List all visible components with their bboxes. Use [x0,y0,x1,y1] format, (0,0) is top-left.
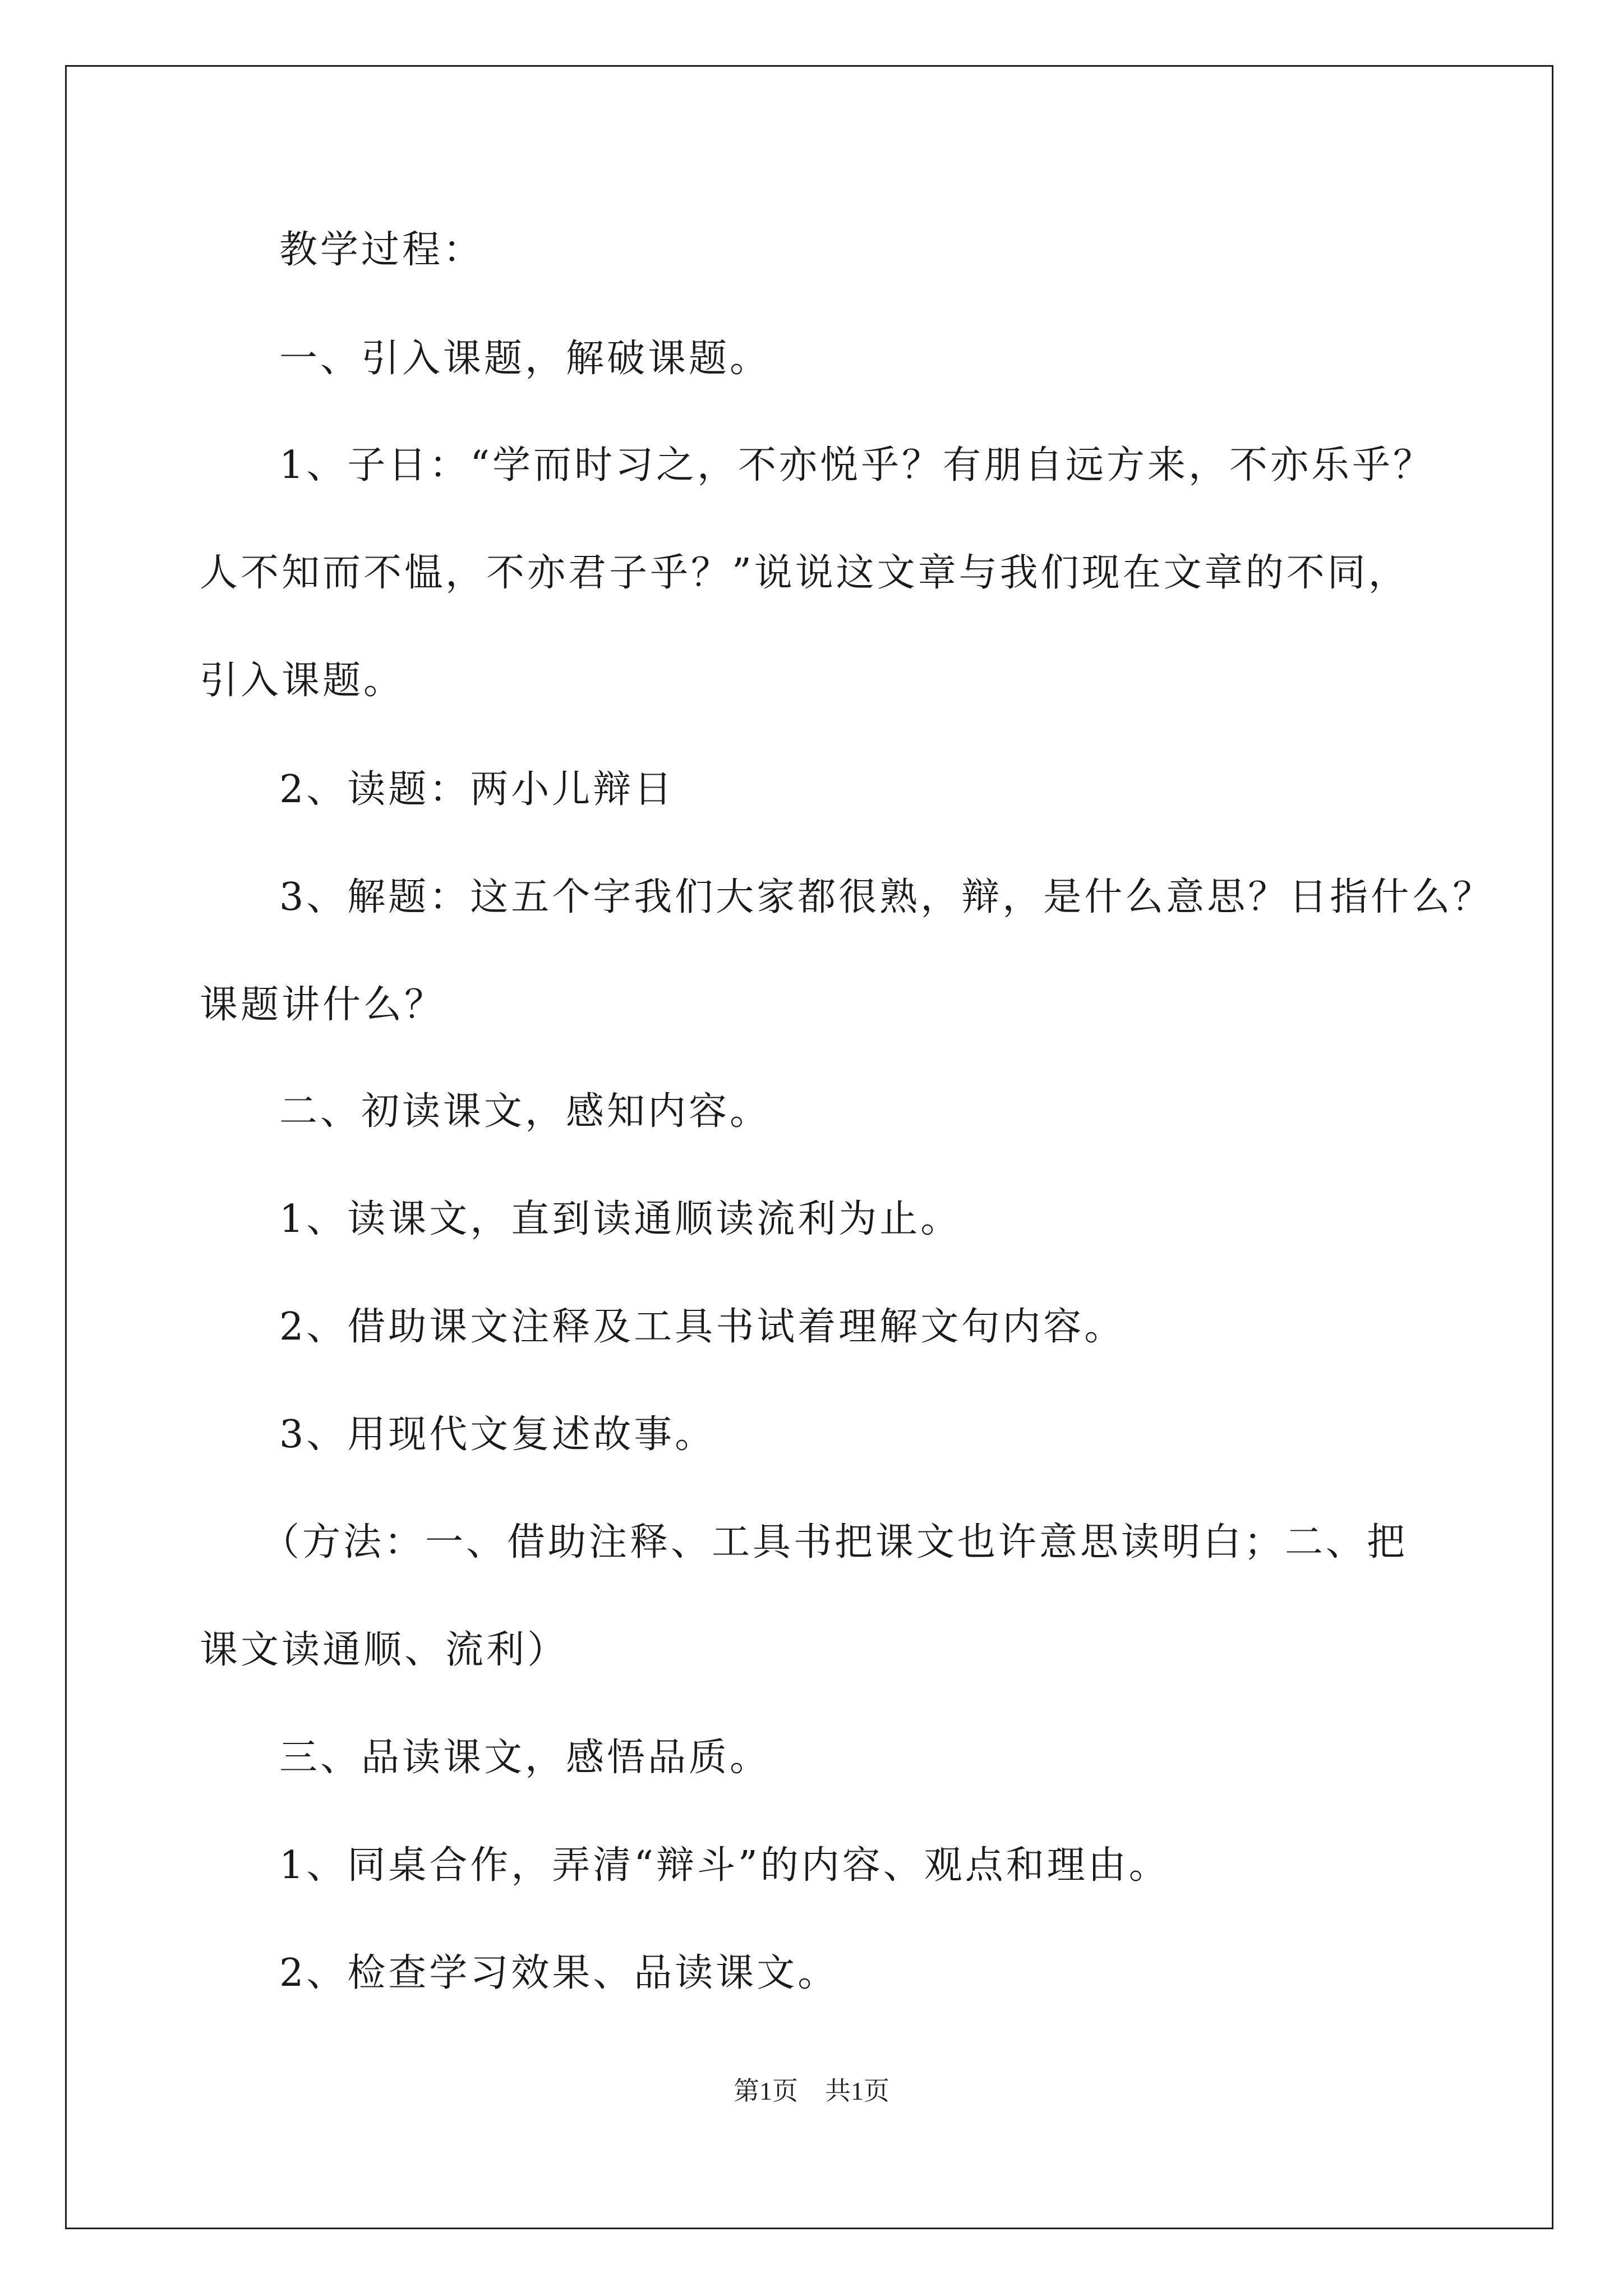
text-line: 教学过程： [279,228,485,272]
paragraph-section-one [200,331,1465,387]
paragraph-item-1-pair-work [200,1838,1465,1894]
paragraph-section-three [200,1730,1465,1786]
text-line: 2、读题：两小儿辩日 [279,767,675,812]
paragraph-teaching-process [200,222,1465,278]
text-line: 1、同桌合作，弄清“辩斗”的内容、观点和理由。 [279,1843,1170,1888]
paragraph-item-2-read-title [200,762,1465,818]
paragraph-item-2-check [200,1945,1465,2001]
paragraph-item-1-read-text [200,1191,1465,1248]
text-line: 1、子日：“学而时习之，不亦悦乎？有朋自远方来，不亦乐乎？ [279,443,1435,487]
text-line: 3、用现代文复述故事。 [279,1412,716,1457]
text-line: 2、借助课文注释及工具书试着理解文句内容。 [279,1305,1126,1349]
paragraph-method-note [200,1515,1465,1678]
text-line: 2、检查学习效果、品读课文。 [279,1951,839,1995]
paragraph-item-3-explain-title [200,869,1494,1033]
text-line: 课文读通顺、流利） [200,1628,569,1672]
text-line: （方法：一、借助注释、工具书把课文也许意思读明白；二、把 [261,1520,1408,1565]
text-line: 三、品读课文，感悟品质。 [279,1736,771,1780]
text-line: 引入课题。 [200,659,405,703]
page-number: 第1页 [734,2077,798,2105]
text-line: 1、读课文，直到读通顺读流利为止。 [279,1197,962,1241]
paragraph-item-1-quote [200,438,1465,709]
page-border [65,65,1553,2229]
text-line: 3、解题：这五个字我们大家都很熟，辩，是什么意思？日指什么？ [279,875,1494,919]
paragraph-item-2-annotation [200,1299,1465,1355]
text-line: 人不知而不愠，不亦君子乎？”说说这文章与我们现在文章的不同， [200,551,1409,595]
text-line: 二、初读课文，感知内容。 [279,1089,771,1134]
page-total: 共1页 [825,2077,889,2105]
paragraph-item-3-retell [200,1407,1465,1463]
page-footer [0,2074,1623,2108]
paragraph-section-two [200,1084,1465,1140]
text-line: 课题讲什么？ [200,983,446,1027]
text-line: 一、引入课题，解破课题。 [279,337,771,381]
